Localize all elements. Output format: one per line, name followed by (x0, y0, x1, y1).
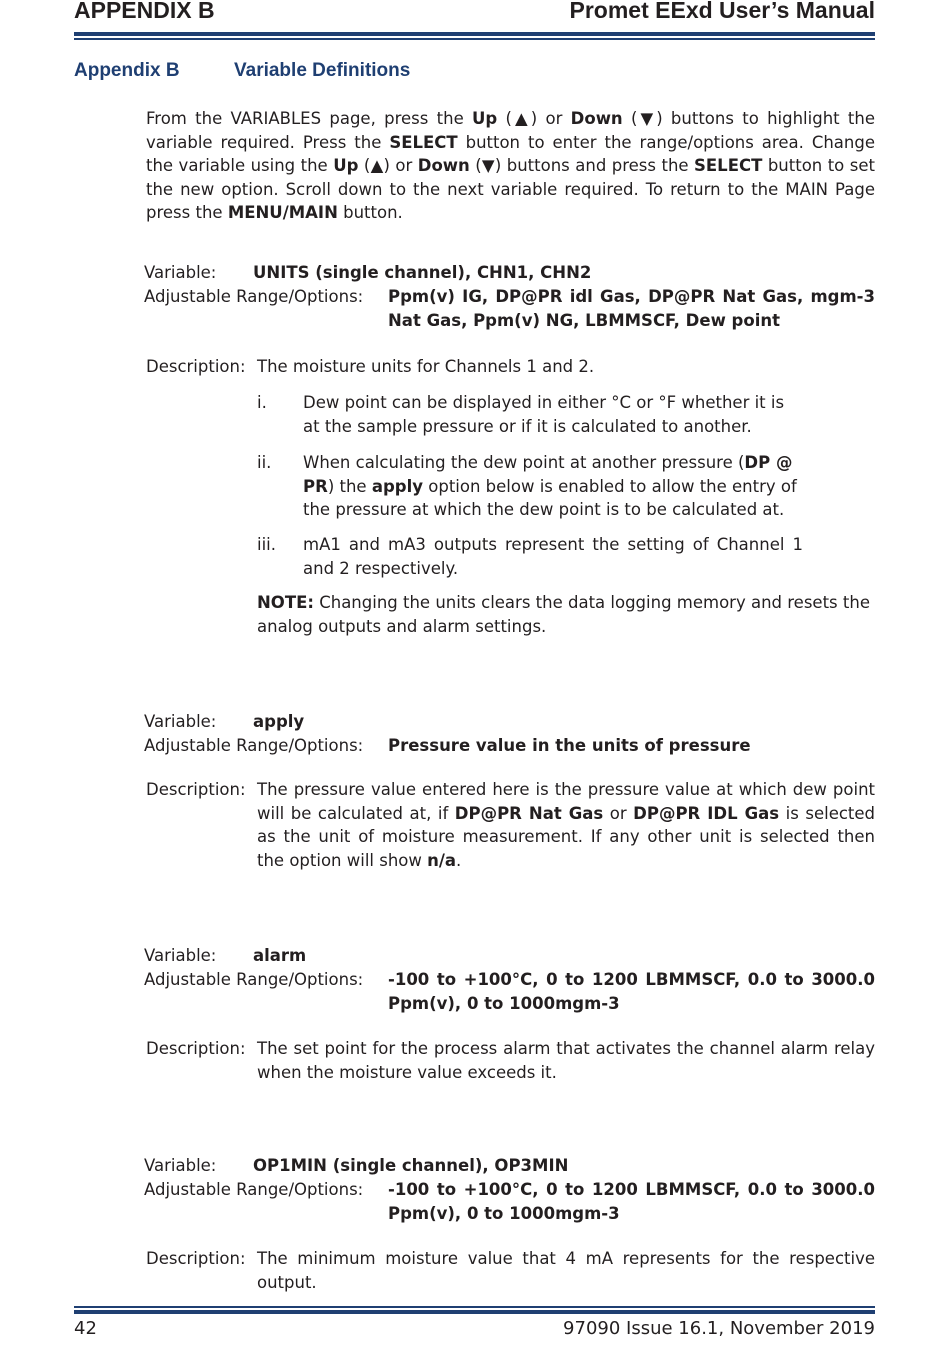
list-item: i. Dew point can be displayed in either °C or °F whether it is at the sample pressure or if it is calculated to another. (257, 393, 785, 436)
variable-label: Variable: (144, 263, 217, 282)
units-note: NOTE: Changing the units clears the data logging memory and resets the analog outputs and alarm settings. (257, 593, 870, 636)
header-rule-thin (74, 38, 875, 40)
units-variable-name: UNITS (single channel), CHN1, CHN2 (253, 263, 592, 282)
alarm-range-options: -100 to +100°C, 0 to 1200 LBMMSCF, 0.0 to 3000.0 Ppm(v), 0 to 1000mgm-3 (388, 970, 875, 1013)
alarm-description-label: Description: (146, 1039, 246, 1058)
op1min-description-label: Description: (146, 1249, 246, 1268)
units-description: The moisture units for Channels 1 and 2. (257, 357, 595, 376)
op1min-variable-line: Variable: OP1MIN (single channel), OP3MIN (144, 1156, 569, 1175)
apply-description-label: Description: (146, 780, 246, 799)
alarm-variable-line: Variable: alarm (144, 946, 307, 965)
apply-variable-name: apply (253, 712, 305, 731)
intro-paragraph: From the VARIABLES page, press the Up (▲) or Down (▼) buttons to highlight the variable required. Press the SELECT button to enter the range/options area. Change the variable using the Up (▲) or Down (▼) buttons and press the SELECT button to set the new option. Scroll down to the next variable required. To return to the MAIN Page press the MENU/MAIN button. (146, 109, 875, 222)
header-section-label: APPENDIX B (74, 0, 215, 23)
op1min-adjustable-label: Adjustable Range/Options: (144, 1180, 364, 1199)
units-variable-line (144, 261, 591, 285)
apply-range-options: Pressure value in the units of pressure (388, 736, 751, 755)
op1min-description: The minimum moisture value that 4 mA represents for the respective output. (257, 1249, 875, 1292)
alarm-description: The set point for the process alarm that activates the channel alarm relay when the moisture value exceeds it. (257, 1039, 875, 1082)
list-item: iii. mA1 and mA3 outputs represent the setting of Channel 1 and 2 respectively. (257, 535, 803, 578)
header-rule-thick (74, 32, 875, 36)
units-description-label: Description: (146, 357, 246, 376)
units-adjustable-label: Adjustable Range/Options: (144, 287, 364, 306)
op1min-variable-name: OP1MIN (single channel), OP3MIN (253, 1156, 569, 1175)
down-keyword: Down (570, 109, 623, 128)
header-manual-title: Promet EExd User’s Manual (569, 0, 875, 23)
op1min-range-options: -100 to +100°C, 0 to 1200 LBMMSCF, 0.0 to 3000.0 Ppm(v), 0 to 1000mgm-3 (388, 1180, 875, 1223)
alarm-adjustable-label: Adjustable Range/Options: (144, 970, 364, 989)
footer-rule-thick (74, 1310, 875, 1314)
document-issue: 97090 Issue 16.1, November 2019 (563, 1318, 875, 1339)
page-number: 42 (74, 1318, 97, 1339)
apply-description: The pressure value entered here is the pressure value at which dew point will be calculated at, if DP@PR Nat Gas or DP@PR IDL Gas is selected as the unit of moisture measurement. If any other unit is selected then the option will show n/a. (257, 780, 876, 870)
footer-rule-thin (74, 1306, 875, 1308)
apply-variable-line: Variable: apply (144, 712, 305, 731)
select-keyword: SELECT (389, 132, 458, 152)
section-title: Variable Definitions (234, 60, 411, 81)
section-number: Appendix B (74, 60, 180, 81)
alarm-variable-name: alarm (253, 946, 307, 965)
apply-adjustable-label: Adjustable Range/Options: (144, 736, 364, 755)
section-heading (74, 60, 411, 82)
list-item: ii. When calculating the dew point at another pressure (DP @ PR) the apply option below is enabled to allow the entry of the pressure at which the dew point is to be calculated at. (257, 453, 797, 519)
menu-keyword: MENU/MAIN (227, 203, 338, 222)
units-range-options: Ppm(v) IG, DP@PR idl Gas, DP@PR Nat Gas, mgm-3 Nat Gas, Ppm(v) NG, LBMMSCF, Dew point (388, 287, 875, 330)
up-keyword: Up (472, 109, 498, 128)
note-label: NOTE: (257, 593, 314, 612)
